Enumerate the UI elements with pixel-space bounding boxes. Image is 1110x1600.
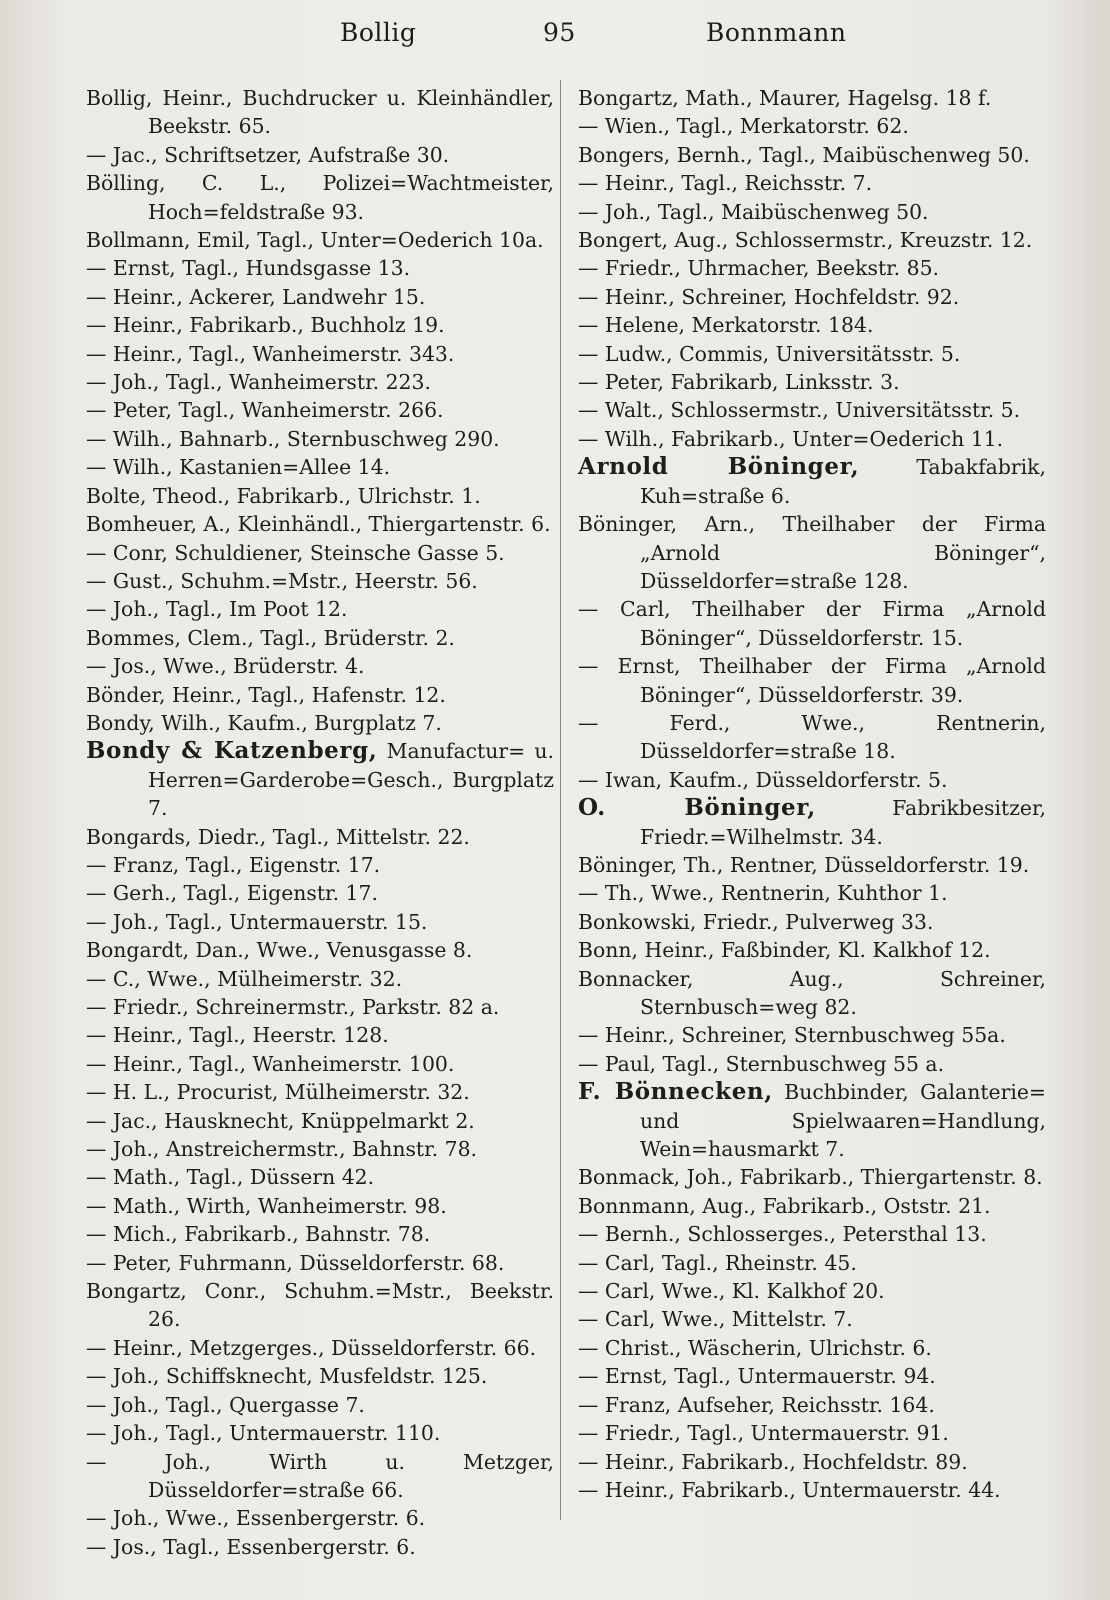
entry-text: — Joh., Schiffsknecht, Musfeldstr. 125. [86,1364,488,1389]
entry-text: — Carl, Wwe., Mittelstr. 7. [578,1307,853,1332]
directory-entry [86,851,554,879]
entry-text: Bonmack, Joh., Fabrikarb., Thiergartenstr. 8. [578,1165,1043,1190]
entry-text: — Joh., Tagl., Maibüschenweg 50. [578,199,929,224]
directory-entry [578,908,1046,936]
directory-entry [86,1050,554,1078]
directory-entry [578,1021,1046,1049]
entry-text: — Friedr., Tagl., Untermauerstr. 91. [578,1421,949,1446]
entry-text: Bommes, Clem., Tagl., Brüderstr. 2. [86,625,455,650]
entry-text: Böninger, Th., Rentner, Düsseldorferstr. 19. [578,852,1030,877]
entry-text: — Heinr., Schreiner, Sternbuschweg 55a. [578,1023,1006,1048]
entry-text: Bonnmann, Aug., Fabrikarb., Oststr. 21. [578,1193,991,1218]
directory-entry [86,1362,554,1390]
entry-text: — Heinr., Tagl., Heerstr. 128. [86,1023,389,1048]
directory-entry [86,879,554,907]
entry-text: — Joh., Tagl., Untermauerstr. 15. [86,909,428,934]
entry-text: — Ludw., Commis, Universitätsstr. 5. [578,341,961,366]
entry-text: Bölling, C. L., Polizei=Wachtmeister, Hoch=feldstraße 93. [86,171,554,224]
directory-entry [86,908,554,936]
entry-text: — Bernh., Schlosserges., Petersthal 13. [578,1222,987,1247]
directory-entry [578,879,1046,907]
directory-entry [86,482,554,510]
directory-entry [86,1249,554,1277]
entry-text: — Wien., Tagl., Merkatorstr. 62. [578,114,909,139]
directory-entry [86,226,554,254]
entry-text: — Heinr., Metzgerges., Düsseldorferstr. 66. [86,1335,537,1360]
entry-text: Bongards, Diedr., Tagl., Mittelstr. 22. [86,824,470,849]
entry-text: — Heinr., Tagl., Wanheimerstr. 343. [86,341,455,366]
entry-text: — Joh., Tagl., Untermauerstr. 110. [86,1421,441,1446]
entry-text: — Carl, Tagl., Rheinstr. 45. [578,1250,857,1275]
directory-entry [578,965,1046,1022]
directory-entry [86,965,554,993]
directory-entry [86,993,554,1021]
directory-entry [86,340,554,368]
entry-text: Bollig, Heinr., Buchdrucker u. Kleinhändler, Beekstr. 65. [86,86,554,139]
entry-text: Buchbinder, Galanterie= und Spielwaaren=Handlung, Wein=hausmarkt 7. [640,1080,1047,1162]
firm-name: Arnold Böninger, [578,453,860,481]
right-column [578,84,1046,1504]
directory-entry [578,1448,1046,1476]
entry-text: — Wilh., Bahnarb., Sternbuschweg 290. [86,426,500,451]
entry-text: — Heinr., Schreiner, Hochfeldstr. 92. [578,284,960,309]
page-number: 95 [543,18,576,47]
directory-entry [578,595,1046,652]
entry-text: — Jos., Wwe., Brüderstr. 4. [86,654,365,679]
directory-entry [86,1448,554,1505]
entry-text: — C., Wwe., Mülheimerstr. 32. [86,966,403,991]
entry-text: Bonnacker, Aug., Schreiner, Sternbusch=weg 82. [578,966,1046,1019]
directory-entry [86,1391,554,1419]
directory-entry [86,141,554,169]
directory-entry [86,169,554,226]
firm-name: F. Bönnecken, [578,1078,773,1106]
directory-entry [86,936,554,964]
directory-entry [86,1419,554,1447]
entry-text: — Friedr., Schreinermstr., Parkstr. 82 a. [86,995,500,1019]
entry-text: — Joh., Wwe., Essenbergerstr. 6. [86,1506,426,1531]
directory-entry [86,595,554,623]
directory-entry [86,1277,554,1334]
entry-text: — Ernst, Tagl., Untermauerstr. 94. [578,1364,936,1389]
directory-entry [578,368,1046,396]
entry-text: — Carl, Theilhaber der Firma „Arnold Böninger“, Düsseldorferstr. 15. [578,597,1046,650]
page-header [0,18,1110,58]
firm-entry [578,1078,1046,1163]
entry-text: Tabakfabrik, Kuh=straße 6. [640,455,1046,508]
directory-entry [578,1419,1046,1447]
directory-entry [86,823,554,851]
directory-entry [578,340,1046,368]
directory-entry [578,766,1046,794]
entry-text: — Gust., Schuhm.=Mstr., Heerstr. 56. [86,568,478,593]
entry-text: — Joh., Anstreichermstr., Bahnstr. 78. [86,1137,478,1162]
entry-text: — Heinr., Tagl., Wanheimerstr. 100. [86,1051,455,1076]
directory-entry [578,254,1046,282]
directory-entry [578,1334,1046,1362]
entry-text: — Paul, Tagl., Sternbuschweg 55 a. [578,1051,945,1076]
firm-entry [578,453,1046,510]
entry-text: — Jos., Tagl., Essenbergerstr. 6. [86,1534,416,1559]
entry-text: Böninger, Arn., Theilhaber der Firma „Arnold Böninger“, Düsseldorfer=straße 128. [578,512,1046,593]
directory-entry [86,1220,554,1248]
directory-entry [86,425,554,453]
directory-entry [578,396,1046,424]
directory-entry [578,1249,1046,1277]
entry-text: — Helene, Merkatorstr. 184. [578,313,874,338]
directory-entry [578,1277,1046,1305]
directory-entry [86,1107,554,1135]
directory-entry [578,226,1046,254]
entry-text: Bongert, Aug., Schlossermstr., Kreuzstr. 12. [578,228,1033,253]
directory-entry [86,624,554,652]
entry-text: — Jac., Schriftsetzer, Aufstraße 30. [86,142,450,167]
entry-text: Fabrikbesitzer, Friedr.=Wilhelmstr. 34. [640,796,1046,849]
directory-entry [86,368,554,396]
firm-entry [578,794,1046,851]
entry-text: — Heinr., Fabrikarb., Hochfeldstr. 89. [578,1449,968,1474]
entry-text: — Jac., Hausknecht, Knüppelmarkt 2. [86,1108,475,1133]
entry-text: — Heinr., Fabrikarb., Untermauerstr. 44. [578,1477,1001,1502]
entry-text: — Walt., Schlossermstr., Universitätsstr. 5. [578,398,1021,423]
directory-entry [86,652,554,680]
entry-text: — Math., Tagl., Düssern 42. [86,1165,375,1190]
entry-text: Bongartz, Math., Maurer, Hagelsg. 18 f. [578,86,992,110]
directory-entry [86,1504,554,1532]
directory-entry [86,311,554,339]
entry-text: Bomheuer, A., Kleinhändl., Thiergartenstr. 6. [86,512,551,537]
entry-text: — Math., Wirth, Wanheimerstr. 98. [86,1193,447,1218]
entry-text: — Franz, Aufseher, Reichsstr. 164. [578,1392,935,1417]
entry-text: Bongardt, Dan., Wwe., Venusgasse 8. [86,938,473,963]
directory-entry [86,1078,554,1106]
directory-entry [578,1362,1046,1390]
entry-text: — Joh., Tagl., Wanheimerstr. 223. [86,370,431,395]
directory-entry [578,112,1046,140]
directory-entry [86,1334,554,1362]
directory-entry [578,169,1046,197]
firm-name: O. Böninger, [578,794,816,822]
directory-entry [86,709,554,737]
entry-text: — Th., Wwe., Rentnerin, Kuhthor 1. [578,881,948,906]
entry-text: Bonn, Heinr., Faßbinder, Kl. Kalkhof 12. [578,938,991,963]
directory-entry [578,1220,1046,1248]
entry-text: — Wilh., Fabrikarb., Unter=Oederich 11. [578,426,1004,451]
directory-entry [578,198,1046,226]
entry-text: — Peter, Fabrikarb, Linksstr. 3. [578,370,900,395]
directory-entry [578,283,1046,311]
directory-entry [86,567,554,595]
directory-entry [86,254,554,282]
directory-entry [578,851,1046,879]
entry-text: — Carl, Wwe., Kl. Kalkhof 20. [578,1279,885,1304]
directory-entry [86,681,554,709]
entry-text: — Friedr., Uhrmacher, Beekstr. 85. [578,256,940,281]
entry-text: — Heinr., Ackerer, Landwehr 15. [86,284,426,309]
entry-text: — Joh., Tagl., Quergasse 7. [86,1392,365,1417]
header-last-name: Bonnmann [706,18,847,47]
directory-entry [86,1533,554,1561]
entry-text: — H. L., Procurist, Mülheimerstr. 32. [86,1080,470,1105]
directory-entry [578,1163,1046,1191]
directory-entry [578,1305,1046,1333]
entry-text: — Gerh., Tagl., Eigenstr. 17. [86,881,378,906]
firm-entry [86,737,554,822]
directory-entry [86,84,554,141]
directory-entry [86,1163,554,1191]
directory-entry [578,84,1046,112]
directory-entry [578,709,1046,766]
entry-text: — Wilh., Kastanien=Allee 14. [86,455,391,480]
directory-entry [86,510,554,538]
column-divider [560,80,561,1520]
directory-entry [578,510,1046,595]
directory-entry [578,652,1046,709]
entry-text: — Ernst, Theilhaber der Firma „Arnold Böninger“, Düsseldorferstr. 39. [578,654,1046,707]
directory-entry [86,453,554,481]
directory-entry [578,141,1046,169]
entry-text: — Conr, Schuldiener, Steinsche Gasse 5. [86,540,505,565]
entry-text: Bondy, Wilh., Kaufm., Burgplatz 7. [86,710,442,735]
entry-text: — Heinr., Tagl., Reichsstr. 7. [578,171,873,196]
entry-text: — Mich., Fabrikarb., Bahnstr. 78. [86,1222,431,1247]
entry-text: — Iwan, Kaufm., Düsseldorferstr. 5. [578,767,948,792]
entry-text: — Joh., Tagl., Im Poot 12. [86,597,348,622]
entry-text: Bongers, Bernh., Tagl., Maibüschenweg 50. [578,142,1030,167]
entry-text: — Christ., Wäscherin, Ulrichstr. 6. [578,1335,932,1360]
directory-entry [86,1192,554,1220]
entry-text: — Peter, Tagl., Wanheimerstr. 266. [86,398,444,423]
firm-name: Bondy & Katzenberg, [86,737,378,765]
entry-text: — Ernst, Tagl., Hundsgasse 13. [86,256,411,281]
entry-text: — Franz, Tagl., Eigenstr. 17. [86,852,381,877]
directory-entry [86,1135,554,1163]
entry-text: Bonkowski, Friedr., Pulverweg 33. [578,909,934,934]
entry-text: — Peter, Fuhrmann, Düsseldorferstr. 68. [86,1250,505,1275]
directory-entry [578,1476,1046,1504]
entry-text: — Heinr., Fabrikarb., Buchholz 19. [86,313,445,338]
entry-text: Bönder, Heinr., Tagl., Hafenstr. 12. [86,682,446,707]
header-first-name: Bollig [340,18,417,47]
directory-entry [578,425,1046,453]
directory-entry [578,311,1046,339]
directory-entry [86,539,554,567]
directory-entry [578,1192,1046,1220]
directory-entry [578,1391,1046,1419]
directory-entry [578,1050,1046,1078]
directory-entry [86,283,554,311]
entry-text: Bongartz, Conr., Schuhm.=Mstr., Beekstr. 26. [86,1279,554,1332]
left-column [86,84,554,1561]
directory-entry [86,396,554,424]
entry-text: Manufactur= u. Herren=Garderobe=Gesch., Burgplatz 7. [148,739,554,821]
entry-text: — Joh., Wirth u. Metzger, Düsseldorfer=straße 66. [86,1449,554,1502]
entry-text: Bollmann, Emil, Tagl., Unter=Oederich 10a. [86,228,544,253]
directory-entry [578,936,1046,964]
entry-text: Bolte, Theod., Fabrikarb., Ulrichstr. 1. [86,483,481,508]
entry-text: — Ferd., Wwe., Rentnerin, Düsseldorfer=straße 18. [578,710,1046,764]
directory-entry [86,1021,554,1049]
